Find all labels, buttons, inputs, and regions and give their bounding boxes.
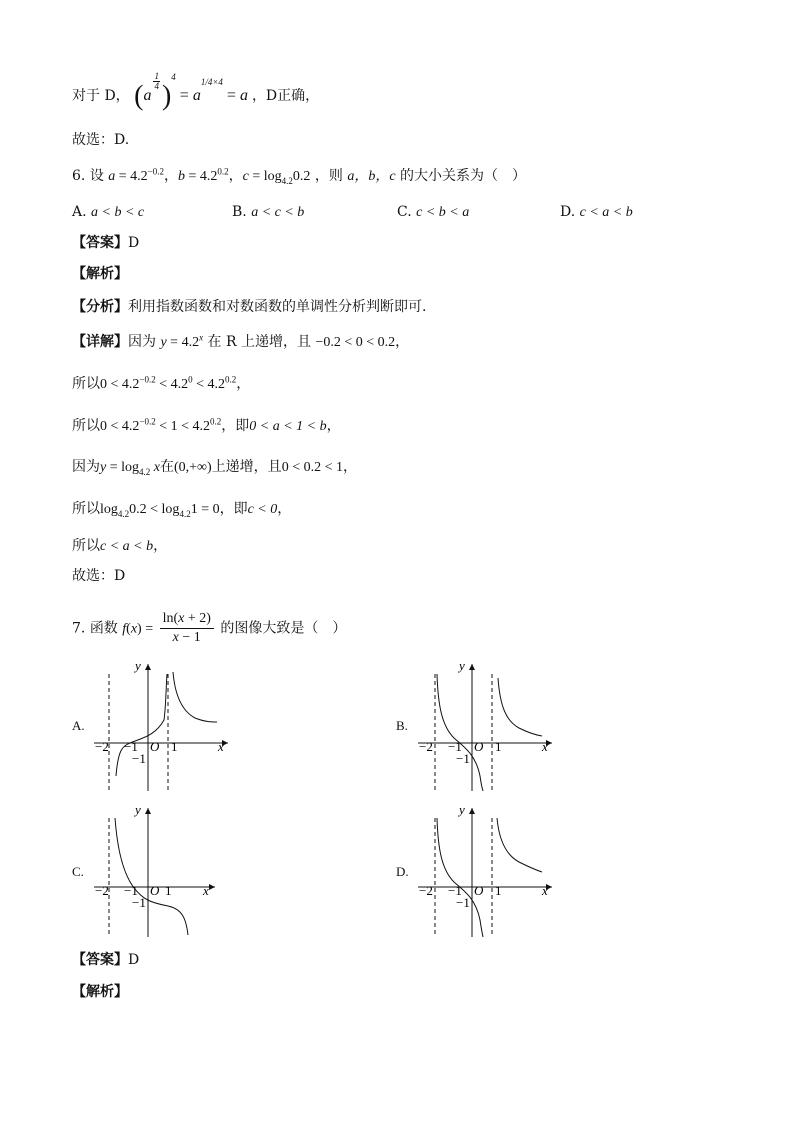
svg-text:y: y (459, 802, 465, 817)
q6-xiangjie-6: 所以c < a < b， (72, 538, 168, 554)
q7-graph-c-label: C. (72, 864, 84, 879)
svg-text:−1: −1 (456, 895, 470, 910)
q7-graph-c (90, 800, 240, 940)
svg-text:1: 1 (495, 883, 502, 898)
q6-stem-tail: ，则 (314, 168, 343, 184)
q6-analysis-tag: 【解析】 (72, 266, 128, 282)
q7-graph-b (414, 656, 564, 794)
svg-text:y: y (459, 658, 465, 673)
svg-text:−1: −1 (448, 739, 462, 754)
svg-text:x: x (542, 883, 548, 898)
svg-text:O: O (150, 883, 160, 898)
q6-xiangjie-2: 所以$0 < 4.2^{-0.2} < 4.2^0 < 4.2^{0.2}$， (72, 374, 251, 392)
q7-graph-d-label: D. (396, 864, 409, 879)
q7-graph-b-label: B. (396, 718, 408, 733)
y-axis-label: y (135, 658, 141, 673)
q6-xiangjie-3: 所以$0 < 4.2^{-0.2} < 1 < 4.2^{0.2}$，即0 < a < 1 < b， (72, 416, 341, 434)
svg-text:x: x (203, 883, 209, 898)
svg-text:−2: −2 (95, 883, 109, 898)
svg-text:−1: −1 (124, 739, 138, 754)
q6-option-d: D. c < a < b (560, 204, 633, 220)
q7-graph-a-label: A. (72, 718, 85, 733)
q6-option-b: B. a < c < b (232, 204, 305, 220)
q7-answer: 【答案】D (72, 952, 140, 968)
svg-text:1: 1 (495, 739, 502, 754)
q6-stem-lead: 设 (89, 168, 104, 184)
q6-xiangjie-5: 所以$\log_{4.2}0.2 < \log_{4.2}1 = 0$，即c < 0， (72, 501, 292, 519)
svg-text:−1: −1 (124, 883, 138, 898)
svg-text:−1: −1 (132, 751, 146, 766)
svg-text:x: x (542, 739, 548, 754)
svg-text:1: 1 (165, 883, 172, 898)
q6-answer: 【答案】D (72, 235, 140, 251)
svg-text:O: O (474, 883, 484, 898)
q7-graph-d (414, 800, 564, 940)
svg-text:−1: −1 (132, 895, 146, 910)
svg-text:−1: −1 (448, 883, 462, 898)
svg-text:1: 1 (171, 739, 178, 754)
d-option-line (72, 71, 320, 112)
d-line-suffix: ，D正确， (251, 87, 320, 104)
q6-number: 6. (72, 168, 86, 184)
q6-xiangjie-4: 因为$y = \log_{4.2} x$在(0,+∞)上递增，且0 < 0.2 < 1， (72, 459, 357, 477)
d-line-prefix: 对于 D， (72, 87, 130, 104)
q6-option-c: C. c < b < a (397, 204, 470, 220)
q7-stem: 7. 函数 f(x) = $\frac{\ln(x + 2)}{x - 1}$ 的图像大致是（ ） (72, 611, 347, 645)
svg-text:−2: −2 (419, 739, 433, 754)
q6-definitions: $a = 4.2^{-0.2}$，$b = 4.2^{0.2}$，$c = \log_{4.2}0.2$ (108, 166, 311, 186)
q7-analysis-tag: 【解析】 (72, 984, 128, 1000)
svg-text:−1: −1 (456, 751, 470, 766)
q6-option-a: A. a < b < c (72, 204, 145, 220)
q7-fraction: $\frac{\ln(x + 2)}{x - 1}$ (160, 610, 214, 647)
svg-text:−2: −2 (419, 883, 433, 898)
choose-d-1: 故选：D. (72, 132, 130, 148)
q6-fenxi: 【分析】利用指数函数和对数函数的单调性分析判断即可. (72, 299, 427, 315)
svg-text:y: y (135, 802, 141, 817)
svg-text:O: O (150, 739, 160, 754)
q6-xiangjie-1: 【详解】因为 $y = 4.2^x$ 在 R 上递增，且 −0.2 < 0 < 0.2， (72, 332, 410, 350)
q6-stem (72, 166, 526, 187)
q6-stem-end: 的大小关系为（ ） (400, 168, 526, 184)
q7-graph-a (90, 656, 240, 794)
q6-choose: 故选：D (72, 568, 126, 584)
svg-text:O: O (474, 739, 484, 754)
svg-text:x: x (218, 739, 224, 754)
d-line-formula: (a $^{\frac{1}{4}}$ )$^4 = a^{1/4\times 4} = a$ (134, 71, 252, 112)
svg-text:−2: −2 (95, 739, 109, 754)
q6-stem-vars: a，b，c (347, 169, 396, 184)
